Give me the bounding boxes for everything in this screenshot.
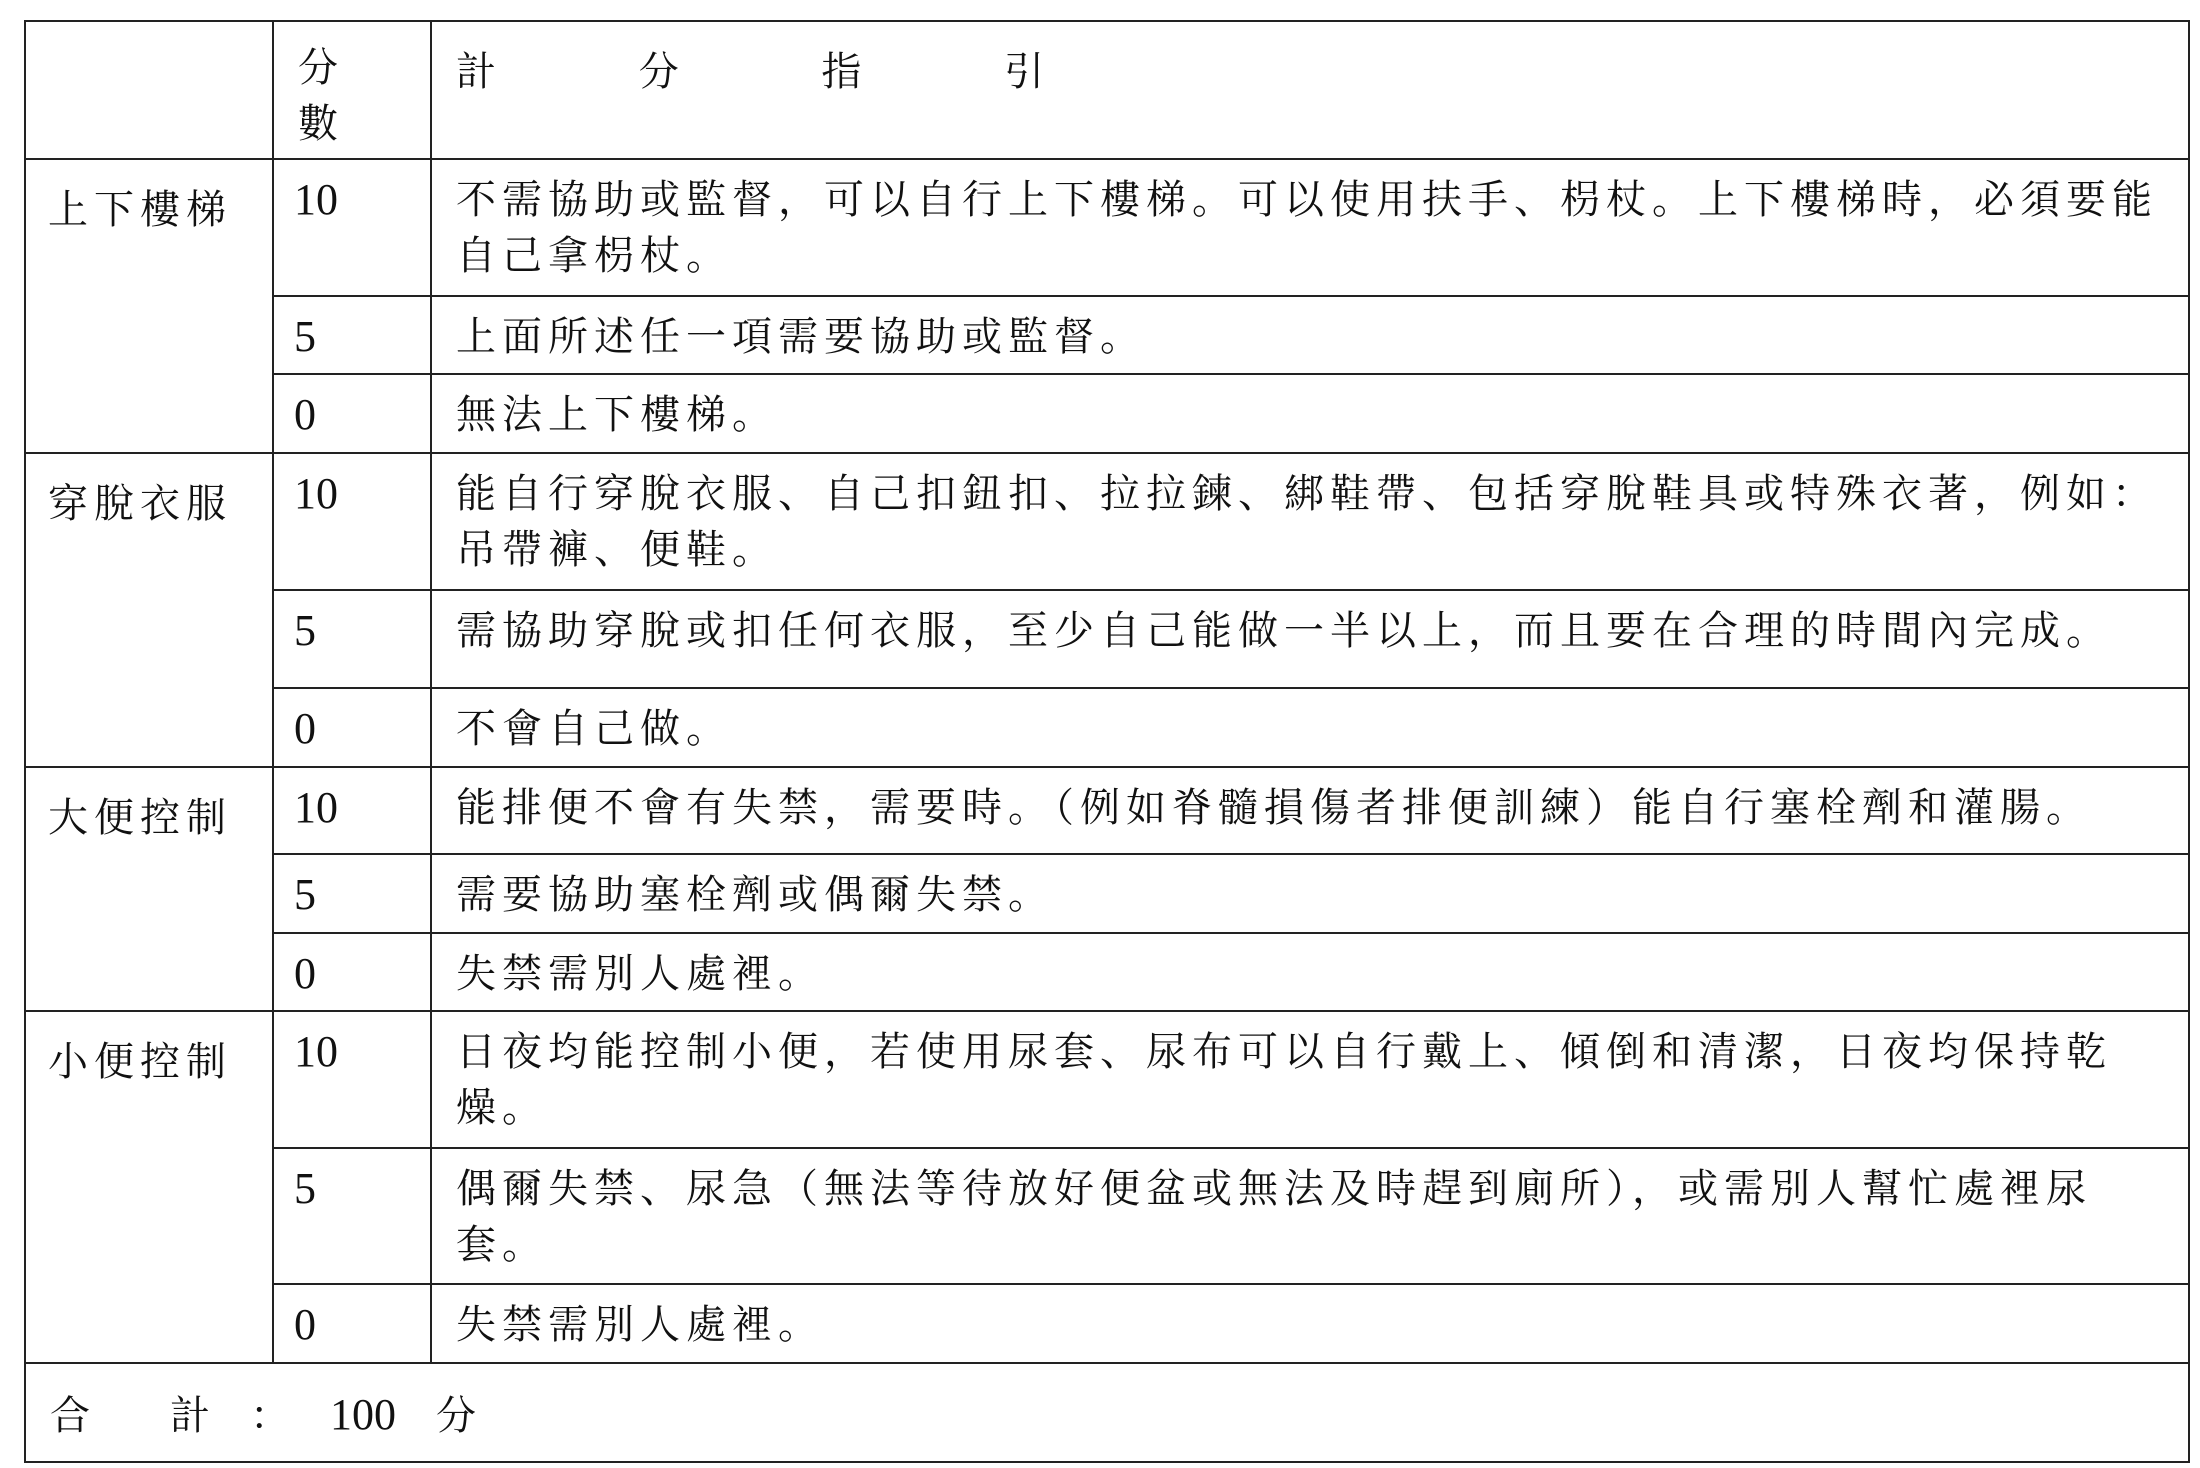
guide-cell: 失禁需別人處裡。: [431, 1284, 2189, 1363]
table-row: [25, 159, 2189, 296]
table-row: [25, 590, 2189, 688]
guide-cell: 能自行穿脫衣服、自己扣鈕扣、拉拉鍊、綁鞋帶、包括穿脫鞋具或特殊衣著，例如：吊帶褲、便鞋。: [431, 453, 2189, 590]
score-cell: 0: [273, 933, 431, 1011]
score-cell: 10: [273, 767, 431, 854]
table-row: [25, 1148, 2189, 1284]
guide-cell: 不會自己做。: [431, 688, 2189, 767]
header-score-cell: [273, 21, 431, 159]
activity-cell: 上下樓梯: [25, 159, 273, 453]
header-row: [25, 21, 2189, 159]
guide-cell: 需要協助塞栓劑或偶爾失禁。: [431, 854, 2189, 933]
score-cell: 0: [273, 374, 431, 453]
guide-cell: 能排便不會有失禁，需要時。（例如脊髓損傷者排便訓練）能自行塞栓劑和灌腸。: [431, 767, 2189, 854]
guide-cell: 失禁需別人處裡。: [431, 933, 2189, 1011]
total-row: [25, 1363, 2189, 1462]
guide-cell: 不需協助或監督，可以自行上下樓梯。可以使用扶手、枴杖。上下樓梯時，必須要能自己拿枴杖。: [431, 159, 2189, 296]
score-cell: 0: [273, 1284, 431, 1363]
score-cell: 5: [273, 590, 431, 688]
activity-cell: 小便控制: [25, 1011, 273, 1363]
table-row: [25, 688, 2189, 767]
guide-cell: 偶爾失禁、尿急（無法等待放好便盆或無法及時趕到廁所），或需別人幫忙處裡尿套。: [431, 1148, 2189, 1284]
table-row: [25, 854, 2189, 933]
table-row: [25, 1284, 2189, 1363]
score-cell: 5: [273, 296, 431, 374]
total-label: 合 計: [50, 1393, 210, 1439]
guide-cell: 需協助穿脫或扣任何衣服，至少自己能做一半以上，而且要在合理的時間內完成。: [431, 590, 2189, 688]
table-row: [25, 453, 2189, 590]
table-row: [25, 296, 2189, 374]
activity-cell: 穿脫衣服: [25, 453, 273, 767]
header-guide-cell: 計 分 指 引: [431, 21, 2189, 159]
activity-cell: 大便控制: [25, 767, 273, 1011]
guide-cell: 無法上下樓梯。: [431, 374, 2189, 453]
total-colon: ：: [250, 1393, 290, 1439]
total-cell: [25, 1363, 2189, 1462]
score-cell: 5: [273, 1148, 431, 1284]
header-score-label-line2: 數: [298, 101, 338, 147]
table-row: [25, 767, 2189, 854]
score-cell: 10: [273, 1011, 431, 1148]
table-row: [25, 374, 2189, 453]
score-cell: 5: [273, 854, 431, 933]
total-value: 100: [330, 1390, 396, 1439]
guide-cell: 日夜均能控制小便，若使用尿套、尿布可以自行戴上、傾倒和清潔，日夜均保持乾燥。: [431, 1011, 2189, 1148]
scoring-table: [24, 20, 2190, 1463]
table-row: [25, 933, 2189, 1011]
header-score-label-line1: 分: [298, 45, 338, 91]
header-activity-cell: [25, 21, 273, 159]
score-cell: 0: [273, 688, 431, 767]
total-unit: 分: [436, 1393, 476, 1439]
score-cell: 10: [273, 453, 431, 590]
guide-cell: 上面所述任一項需要協助或監督。: [431, 296, 2189, 374]
score-cell: 10: [273, 159, 431, 296]
table-row: [25, 1011, 2189, 1148]
